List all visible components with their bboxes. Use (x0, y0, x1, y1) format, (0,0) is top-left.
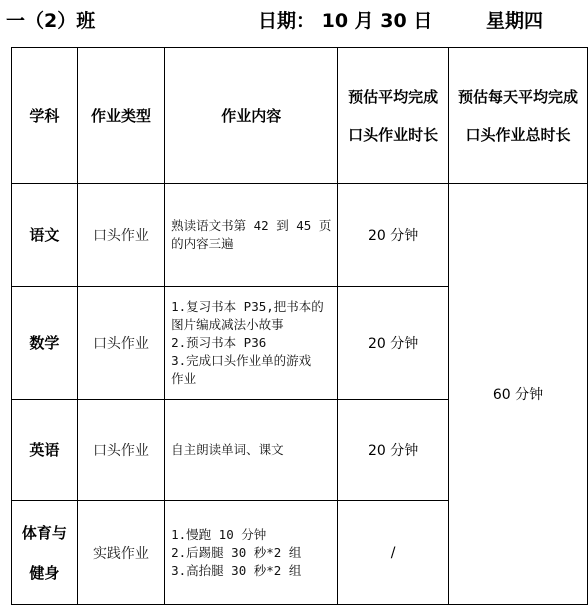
header-total-time-text: 预估每天平均完成口头作业总时长 (457, 87, 578, 144)
time-cell: 20 分钟 (338, 400, 449, 501)
content-line: 图片编成减法小故事 (171, 317, 284, 332)
header-subject: 学科 (12, 48, 78, 184)
content-line: 2.预习书本 P36 (171, 335, 267, 350)
subject-cell: 数学 (12, 287, 78, 400)
content-cell (165, 400, 338, 501)
content-line: 自主朗读单词、课文 (171, 442, 284, 457)
content-cell (165, 501, 338, 605)
content-line: 3.完成口头作业单的游戏 (171, 353, 312, 368)
header-avg-time-text: 预估平均完成口头作业时长 (348, 87, 439, 144)
homework-table (11, 47, 588, 605)
content-line: 的内容三遍 (171, 236, 234, 251)
content-line: 1.复习书本 P35,把书本的 (171, 299, 324, 314)
date-label: 日期： 10 月 30 日 (258, 10, 433, 32)
content-line: 2.后踢腿 30 秒*2 组 (171, 544, 302, 560)
subject-text: 体育与健身 (21, 523, 67, 582)
type-cell: 口头作业 (77, 287, 164, 400)
header-type: 作业类型 (77, 48, 164, 184)
subject-cell (12, 501, 78, 605)
time-cell: 20 分钟 (338, 184, 449, 287)
header-avg-time (338, 48, 449, 184)
content-line: 作业 (171, 371, 197, 386)
page-header (0, 0, 588, 40)
type-cell: 口头作业 (77, 400, 164, 501)
header-content: 作业内容 (165, 48, 338, 184)
content-line: 3.高抬腿 30 秒*2 组 (171, 562, 302, 578)
header-total-time (448, 48, 587, 184)
content-line: 熟读语文书第 42 到 45 页 (171, 218, 332, 233)
weekday-label: 星期四 (486, 10, 544, 32)
total-time-cell: 60 分钟 (448, 184, 587, 605)
subject-cell: 语文 (12, 184, 78, 287)
table-row (12, 184, 588, 287)
time-cell: 20 分钟 (338, 287, 449, 400)
time-cell: / (338, 501, 449, 605)
content-cell (165, 184, 338, 287)
content-line: 1.慢跑 10 分钟 (171, 526, 267, 542)
table-header-row (12, 48, 588, 184)
subject-cell: 英语 (12, 400, 78, 501)
type-cell: 实践作业 (77, 501, 164, 605)
class-label: 一（2）班 (6, 10, 96, 32)
content-cell (165, 287, 338, 400)
type-cell: 口头作业 (77, 184, 164, 287)
